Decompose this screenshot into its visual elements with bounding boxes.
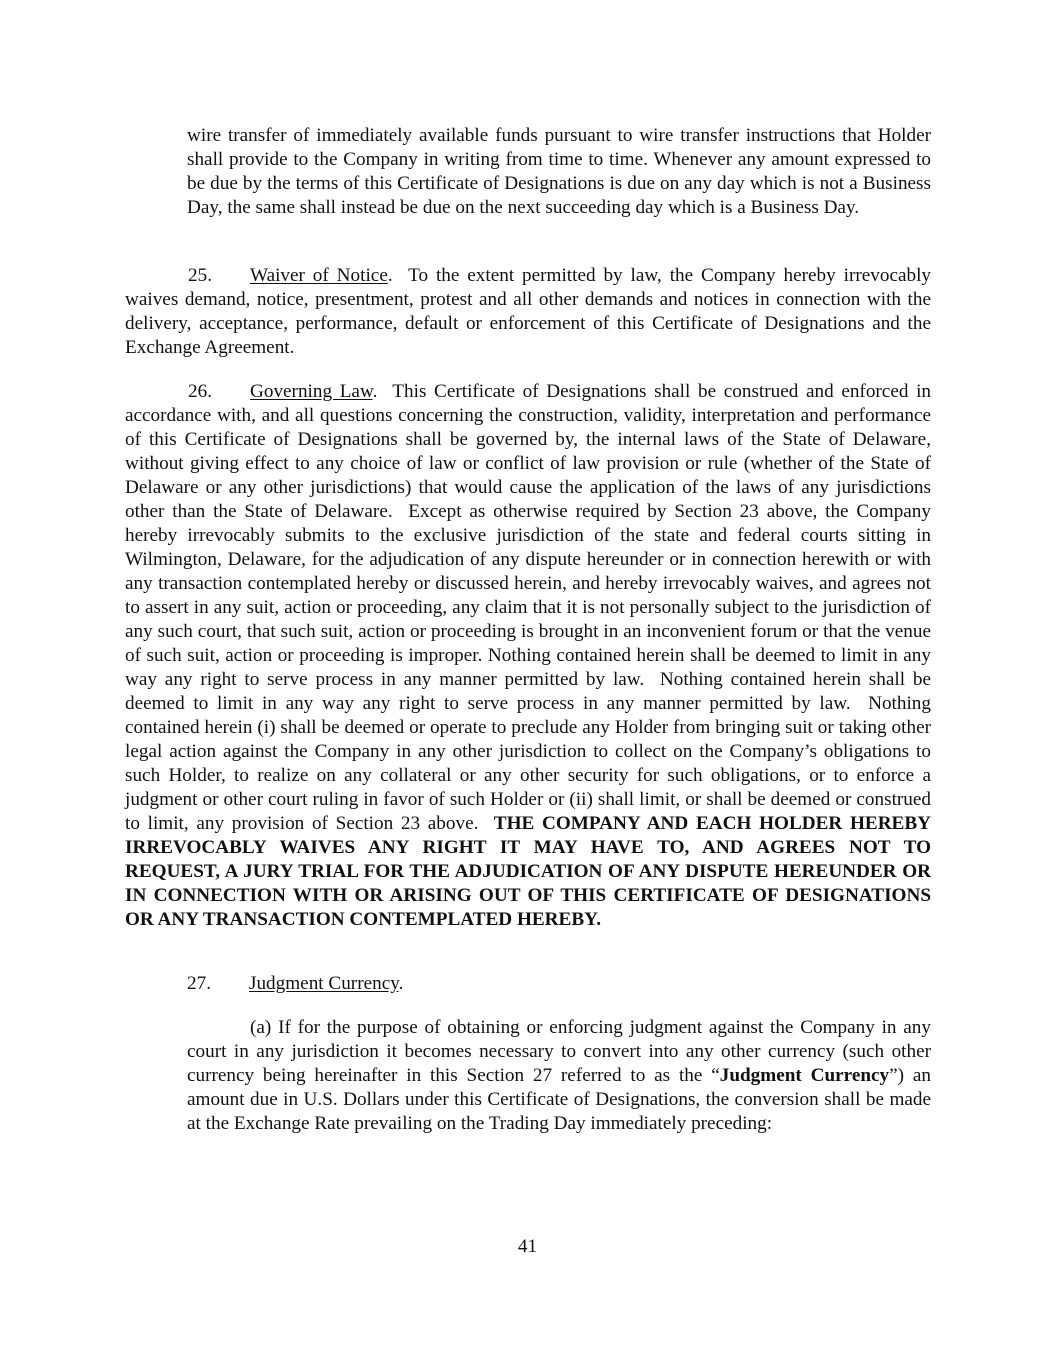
section-26-heading: Governing Law bbox=[250, 381, 373, 402]
section-25-number: 25. bbox=[188, 265, 212, 286]
continuation-text: wire transfer of immediately available funds pursuant to wire transfer instructions that Holder shall provide to the Company in writing from time to time. Whenever any amount expressed to be due by the terms of this Certificate of Designations is due on any day which is not a Business Day, the same shall instead be due on the next succeeding day which is a Business Day. bbox=[187, 125, 931, 218]
page-number: 41 bbox=[517, 1236, 538, 1257]
section-25-paragraph bbox=[125, 264, 936, 360]
judgment-currency-term: Judgment Currency bbox=[719, 1065, 890, 1086]
section-26-number: 26. bbox=[188, 381, 212, 402]
section-26-paragraph bbox=[125, 380, 936, 932]
section-26-heading-suffix: . bbox=[372, 381, 378, 402]
subsection-a-text-after: ”) an amount due in U.S. Dollars under this Certificate of Designations, the conversion shall be made at the Exchange Rate prevailing on the Trading Day immediately preceding: bbox=[187, 1065, 931, 1134]
section-25-heading: Waiver of Notice bbox=[250, 265, 388, 286]
continuation-paragraph bbox=[187, 124, 931, 220]
section-27-number: 27. bbox=[187, 973, 211, 994]
section-27-heading-suffix: . bbox=[398, 973, 404, 994]
section-25-heading-suffix: . bbox=[387, 265, 393, 286]
subsection-a-text-before: (a) If for the purpose of obtaining or enforcing judgment against the Company in any court in any jurisdiction it becomes necessary to convert into any other currency (such other currency being hereinafter in this Section 27 referred to as the “ bbox=[187, 1017, 931, 1086]
jury-waiver-text: THE COMPANY AND EACH HOLDER HEREBY IRREVOCABLY WAIVES ANY RIGHT IT MAY HAVE TO, AND AGREES NOT TO REQUEST, A JURY TRIAL FOR THE ADJUDICATION OF ANY DISPUTE HEREUNDER OR IN CONNECTION WITH OR ARISING OUT OF THIS CERTIFICATE OF DESIGNATIONS OR ANY TRANSACTION CONTEMPLATED HEREBY. bbox=[125, 813, 931, 930]
section-27-heading: Judgment Currency bbox=[249, 973, 399, 994]
section-26-text: This Certificate of Designations shall be construed and enforced in accordance with, and all questions concerning the construction, validity, interpretation and performance of this Certificate of Designations shall be governed by, the internal laws of the State of Delaware, without giving effect to any choice of law or conflict of law provision or rule (whether of the State of Delaware or any other jurisdictions) that would cause the application of the laws of any jurisdictions other than the State of Delaware. Except as otherwise required by Section 23 above, the Company hereby irrevocably submits to the exclusive jurisdiction of the state and federal courts sitting in Wilmington, Delaware, for the adjudication of any dispute hereunder or in connection herewith or with any transaction contemplated hereby or discussed herein, and hereby irrevocably waives, and agrees not to assert in any suit, action or proceeding, any claim that it is not personally subject to the jurisdiction of any such court, that such suit, action or proceeding is brought in an inconvenient forum or that the venue of such suit, action or proceeding is improper. Nothing contained herein shall be deemed to limit in any way any right to serve process in any manner permitted by law. Nothing contained herein shall be deemed to limit in any way any right to serve process in any manner permitted by law. Nothing contained herein (i) shall be deemed or operate to preclude any Holder from bringing suit or taking other legal action against the Company in any other jurisdiction to collect on the Company’s obligations to such Holder, to realize on any collateral or any other security for such obligations, or to enforce a judgment or other court ruling in favor of such Holder or (ii) shall limit, or shall be deemed or construed to limit, any provision of Section 23 above. bbox=[125, 381, 936, 834]
section-27-heading-line bbox=[187, 972, 993, 996]
subsection-a-paragraph bbox=[187, 1016, 931, 1136]
section-25-text: To the extent permitted by law, the Company hereby irrevocably waives demand, notice, presentment, protest and all other demands and notices in connection with the delivery, acceptance, performance, default or enforcement of this Certificate of Designations and the Exchange Agreement. bbox=[125, 265, 936, 358]
